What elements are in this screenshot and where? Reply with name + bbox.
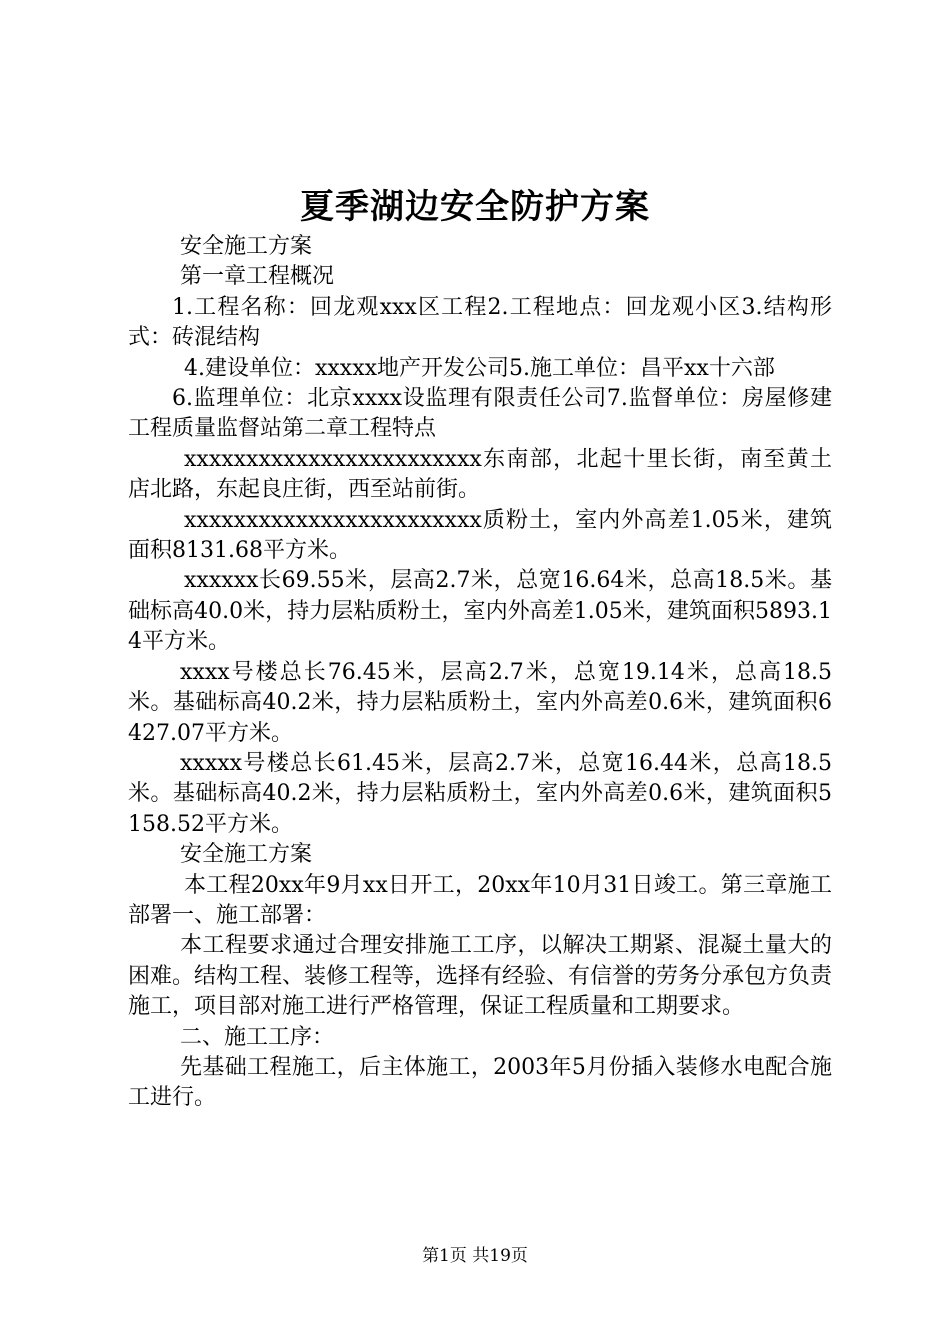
paragraph: xxxxx号楼总长61.45米，层高2.7米，总宽16.44米，总高18.5米。基础标高40.2米，持力层粘质粉土，室内外高差0.6米，建筑面积5158.52平方米。 bbox=[128, 750, 832, 837]
paragraph-chapter-heading: 第一章工程概况 bbox=[180, 264, 335, 290]
page-indicator: 第1页 共19页 bbox=[422, 1246, 528, 1266]
paragraph: 本工程要求通过合理安排施工工序，以解决工期紧、混凝土量大的困难。结构工程、装修工程等，选择有经验、有信誉的劳务分承包方负责施工，项目部对施工进行严格管理，保证工程质量和工期要求。 bbox=[128, 933, 833, 1020]
paragraph: xxxxxxxxxxxxxxxxxxxxxxxx东南部，北起十里长街，南至黄土店北路，东起良庄街，西至站前街。 bbox=[128, 446, 832, 503]
document-body bbox=[128, 232, 832, 1114]
paragraph-section-heading: 安全施工方案 bbox=[180, 234, 313, 259]
paragraph: 4.建设单位：xxxxx地产开发公司5.施工单位：昌平xx十六部 bbox=[184, 355, 775, 381]
paragraph: 6.监理单位：北京xxxx设监理有限责任公司7.监督单位：房屋修建工程质量监督站第二章工程特点 bbox=[128, 386, 832, 442]
paragraph: xxxxxx长69.55米，层高2.7米，总宽16.64米，总高18.5米。基础标高40.0米，持力层粘质粉土，室内外高差1.05米，建筑面积5893.14平方米。 bbox=[128, 568, 832, 655]
paragraph: 先基础工程施工，后主体施工，2003年5月份插入装修水电配合施工进行。 bbox=[128, 1054, 832, 1111]
paragraph: xxxx号楼总长76.45米，层高2.7米，总宽19.14米，总高18.5米。基础标高40.2米，持力层粘质粉土，室内外高差0.6米，建筑面积6427.07平方米。 bbox=[128, 659, 832, 746]
paragraph: 本工程20xx年9月xx日开工，20xx年10月31日竣工。第三章施工部署一、施工部署： bbox=[128, 872, 832, 928]
paragraph: xxxxxxxxxxxxxxxxxxxxxxxx质粉土，室内外高差1.05米，建筑面积8131.68平方米。 bbox=[128, 507, 832, 564]
paragraph: 1.工程名称：回龙观xxx区工程2.工程地点：回龙观小区3.结构形式：砖混结构 bbox=[128, 294, 832, 351]
document-title: 夏季湖边安全防护方案 bbox=[300, 187, 650, 227]
paragraph-section-heading: 安全施工方案 bbox=[180, 842, 313, 868]
paragraph-subheading: 二、施工工序： bbox=[180, 1024, 335, 1050]
